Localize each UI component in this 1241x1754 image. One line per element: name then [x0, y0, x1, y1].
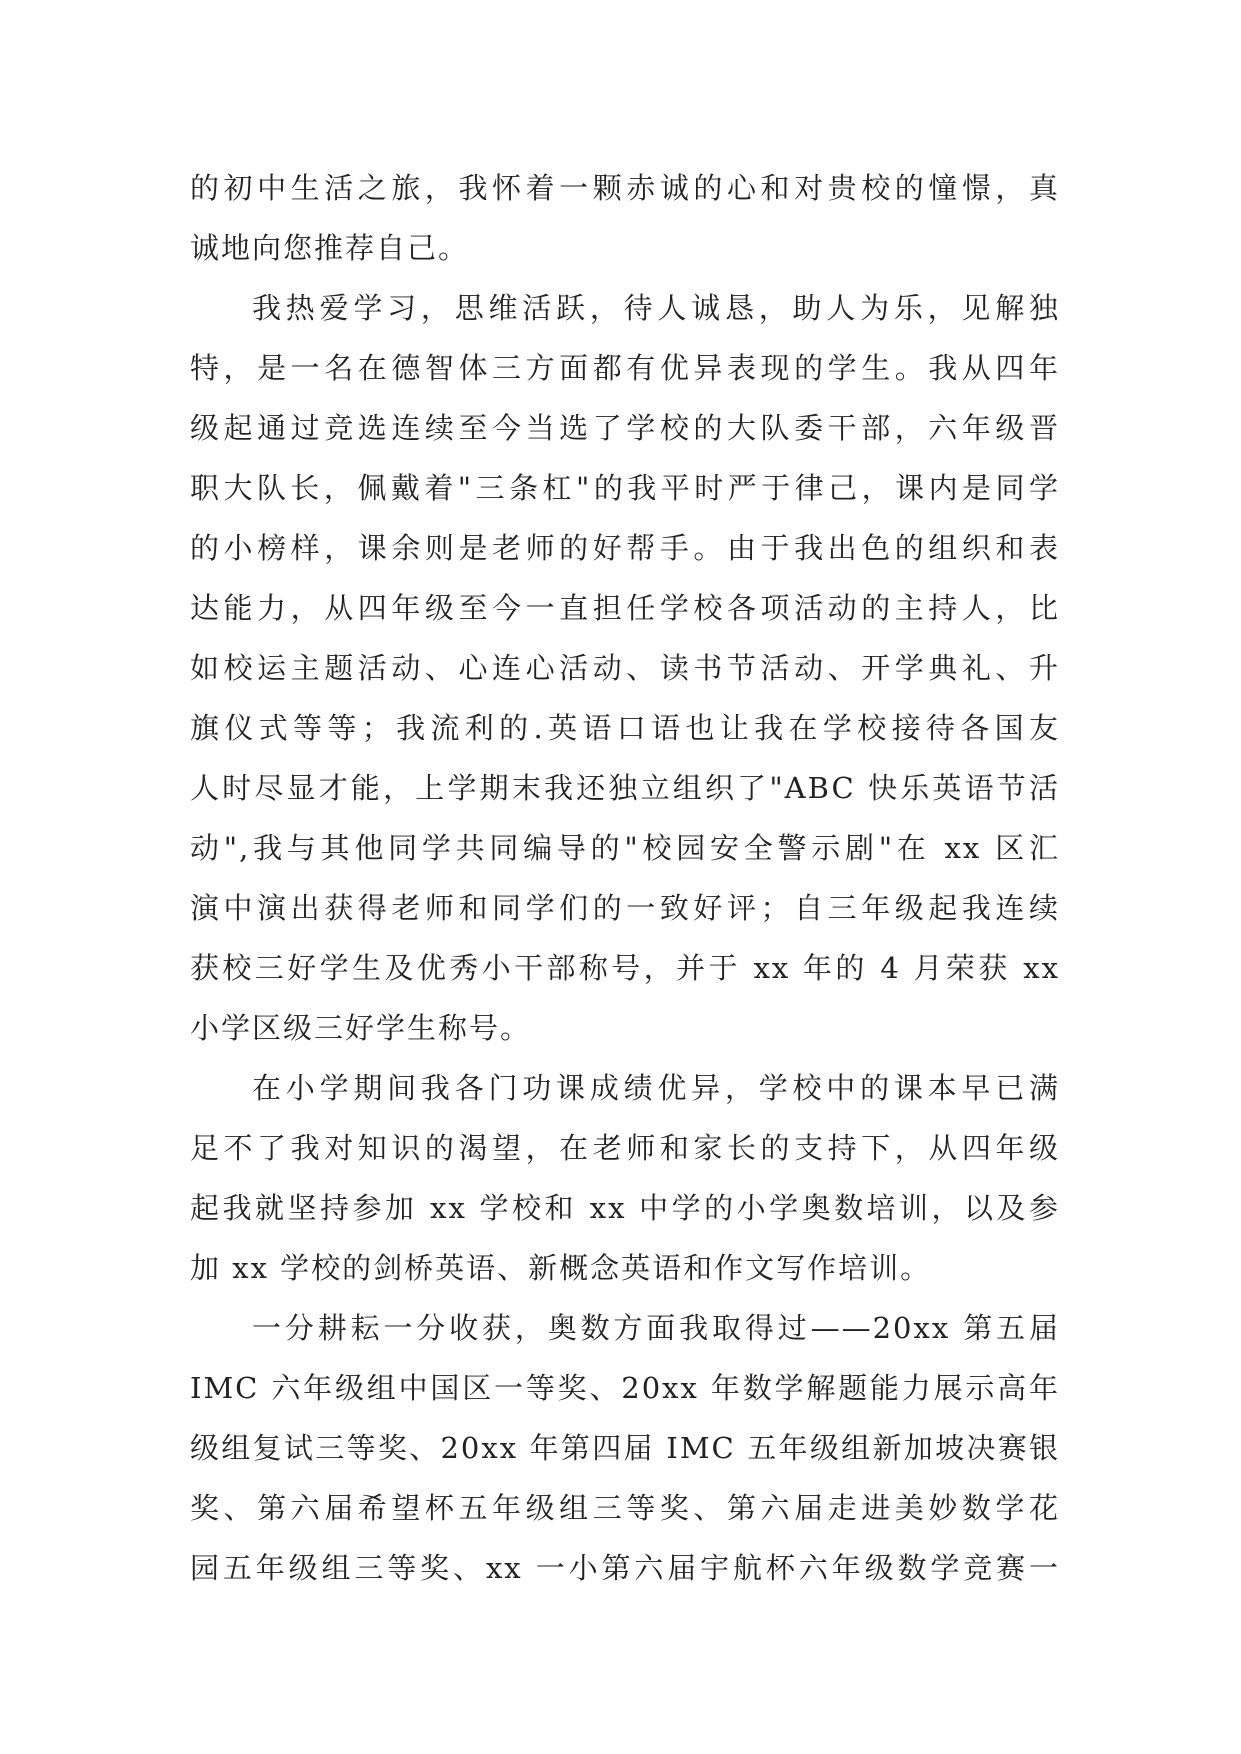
text-line: 一分耕耘一分收获，奥数方面我取得过——20xx 第五届 [252, 1311, 1060, 1345]
paragraph [190, 278, 1060, 1058]
paragraph [190, 1298, 1060, 1598]
text-line: 级起通过竞选连续至今当选了学校的大队委干部，六年级晋 [190, 411, 1060, 445]
text-line: 诚地向您推荐自己。 [190, 231, 470, 265]
text-line: 我热爱学习，思维活跃，待人诚恳，助人为乐，见解独 [252, 291, 1060, 325]
paragraph [190, 1058, 1060, 1298]
text-line: 加 xx 学校的剑桥英语、新概念英语和作文写作培训。 [190, 1251, 932, 1285]
text-line: 如校运主题活动、心连心活动、读书节活动、开学典礼、升 [190, 651, 1060, 685]
document-body [190, 158, 1060, 1598]
text-line: 的初中生活之旅，我怀着一颗赤诚的心和对贵校的憧憬，真 [190, 171, 1060, 205]
text-line: 起我就坚持参加 xx 学校和 xx 中学的小学奥数培训，以及参 [190, 1191, 1060, 1225]
text-line: 足不了我对知识的渴望，在老师和家长的支持下，从四年级 [190, 1131, 1060, 1165]
text-line: IMC 六年级组中国区一等奖、20xx 年数学解题能力展示高年 [190, 1371, 1060, 1405]
text-line: 的小榜样，课余则是老师的好帮手。由于我出色的组织和表 [190, 531, 1060, 565]
text-line: 园五年级组三等奖、xx 一小第六届宇航杯六年级数学竞赛一 [190, 1551, 1060, 1585]
text-line: 小学区级三好学生称号。 [190, 1011, 532, 1045]
text-line: 在小学期间我各门功课成绩优异，学校中的课本早已满 [252, 1071, 1060, 1105]
text-line: 演中演出获得老师和同学们的一致好评；自三年级起我连续 [190, 891, 1060, 925]
text-line: 达能力，从四年级至今一直担任学校各项活动的主持人，比 [190, 591, 1060, 625]
text-line: 奖、第六届希望杯五年级组三等奖、第六届走进美妙数学花 [190, 1491, 1060, 1525]
text-line: 获校三好学生及优秀小干部称号，并于 xx 年的 4 月荣获 xx [190, 951, 1060, 985]
text-line: 特，是一名在德智体三方面都有优异表现的学生。我从四年 [190, 351, 1060, 385]
text-line: 旗仪式等等；我流利的.英语口语也让我在学校接待各国友 [190, 711, 1060, 745]
text-line: 职大队长，佩戴着"三条杠"的我平时严于律己，课内是同学 [190, 471, 1060, 505]
paragraph [190, 158, 1060, 278]
text-line: 级组复试三等奖、20xx 年第四届 IMC 五年级组新加坡决赛银 [190, 1431, 1060, 1465]
text-line: 动",我与其他同学共同编导的"校园安全警示剧"在 xx 区汇 [190, 831, 1060, 865]
text-line: 人时尽显才能，上学期末我还独立组织了"ABC 快乐英语节活 [190, 771, 1060, 805]
